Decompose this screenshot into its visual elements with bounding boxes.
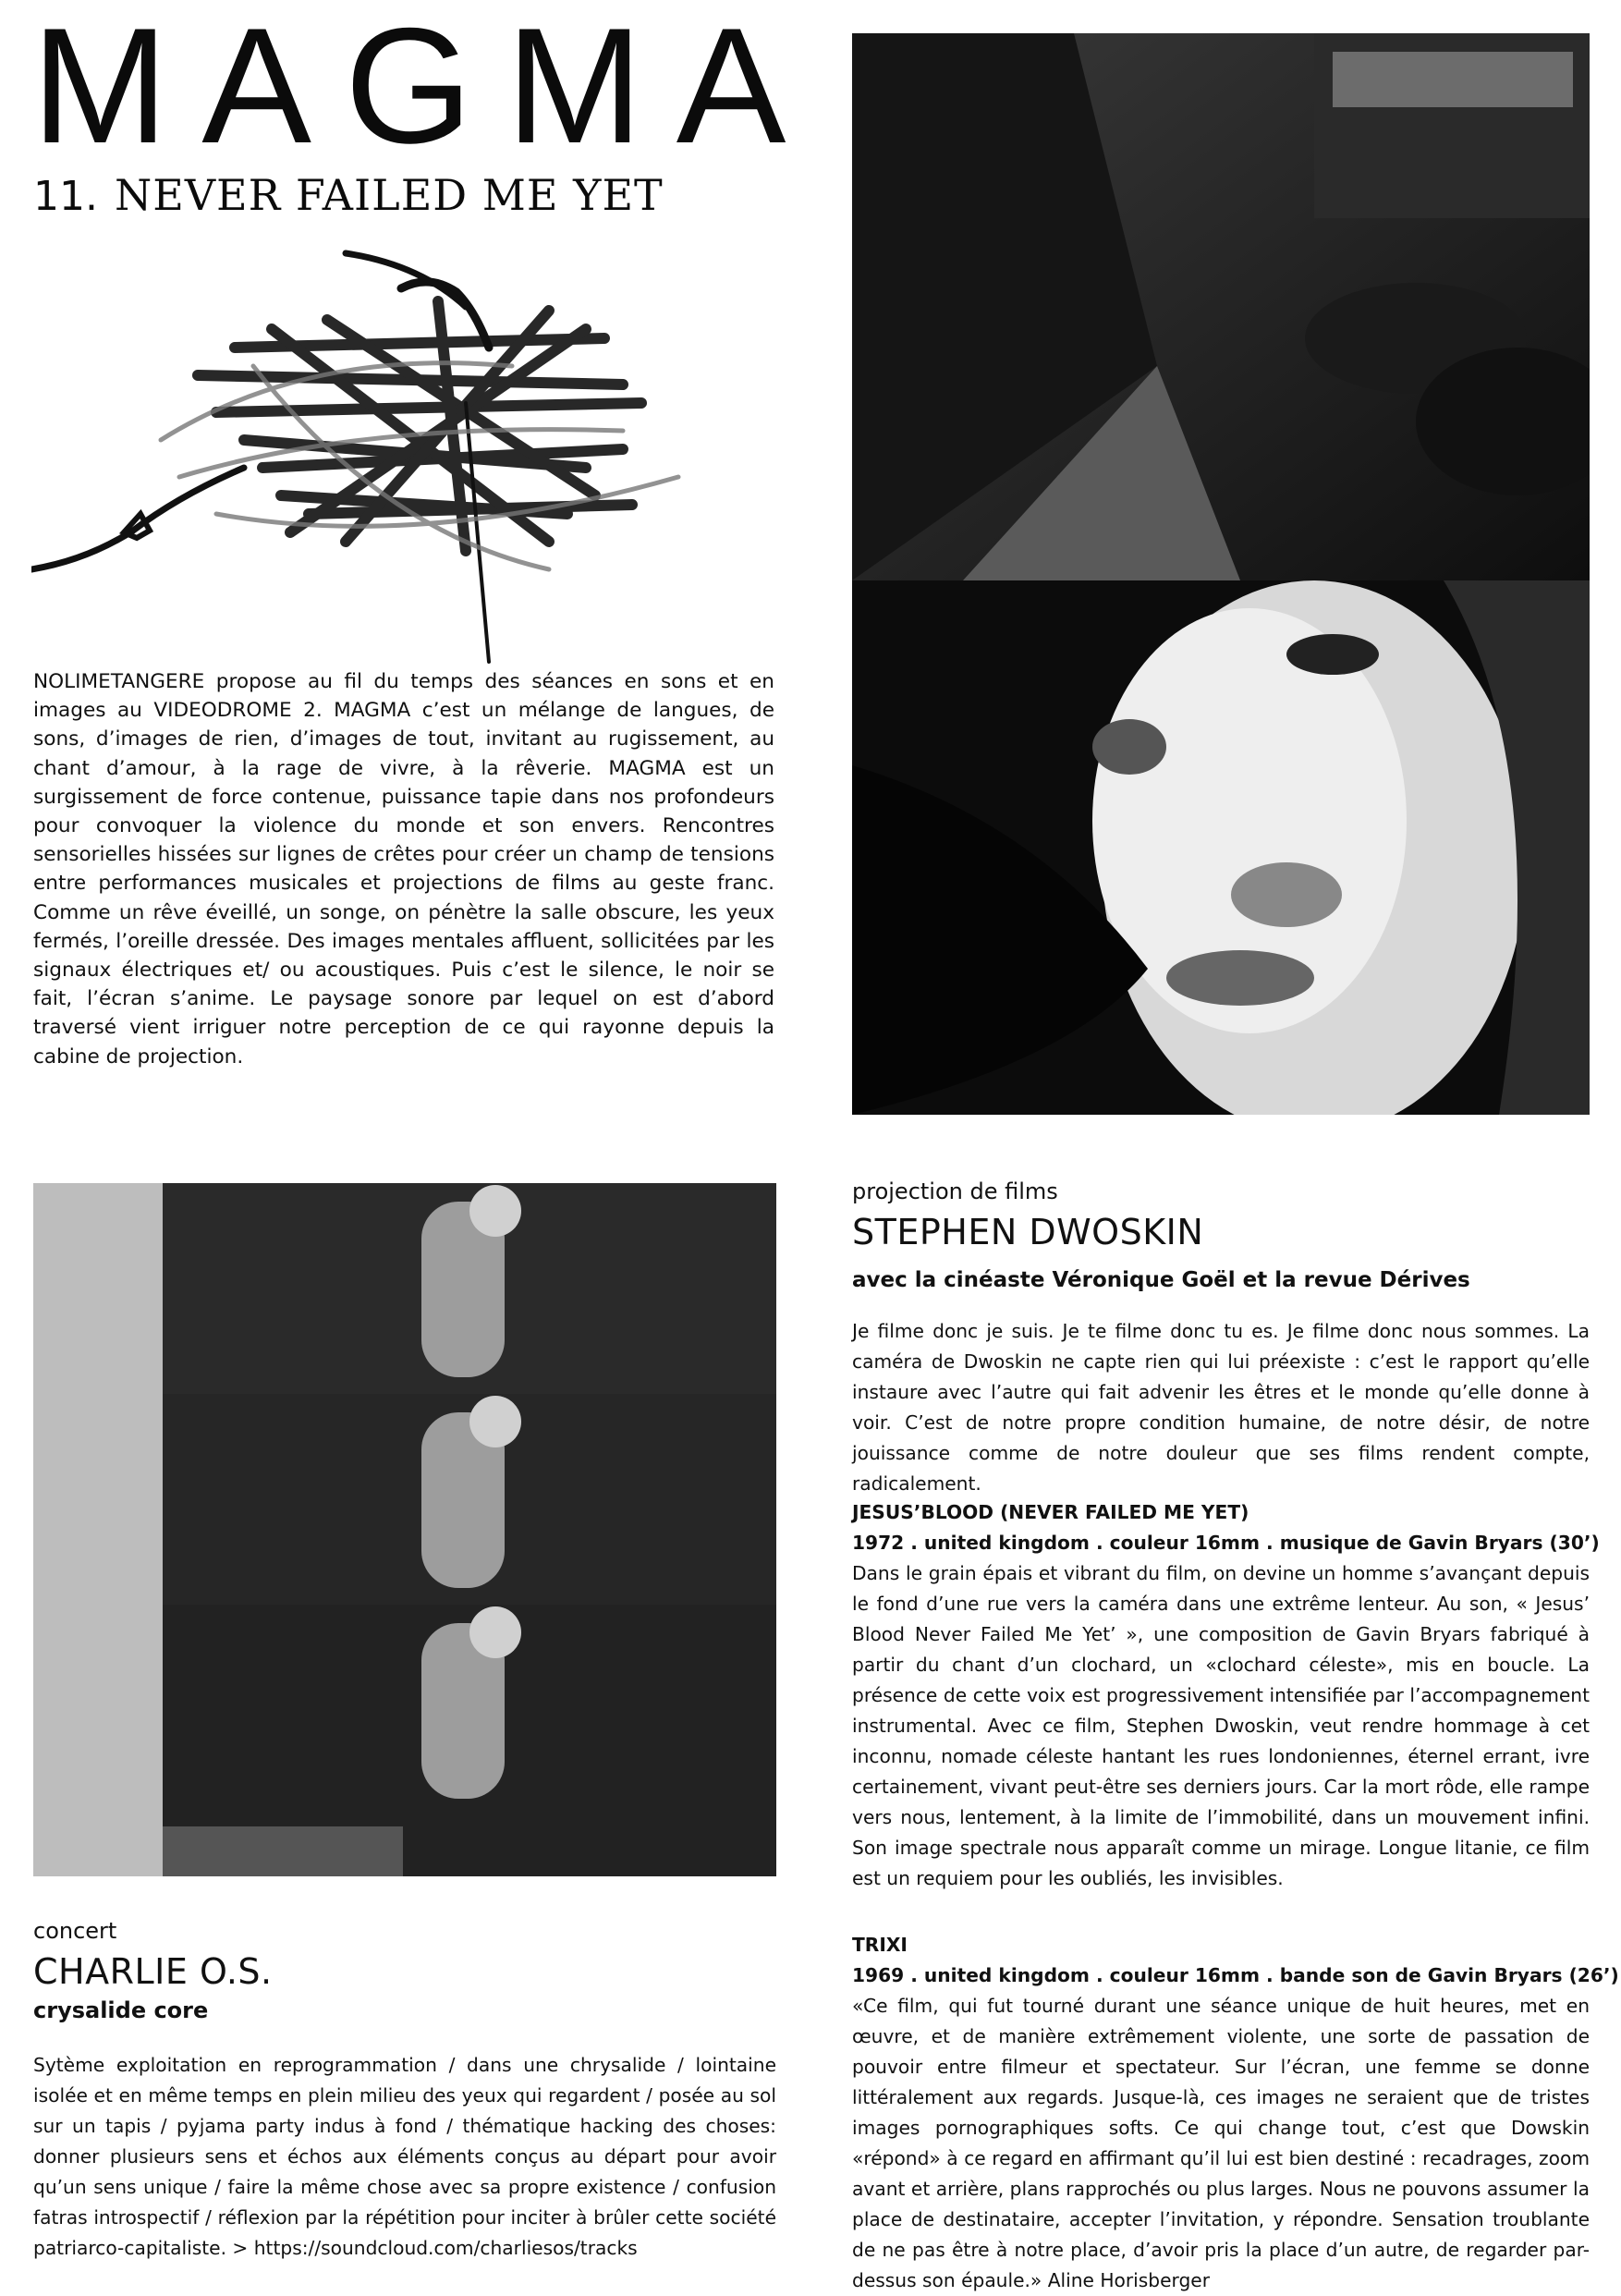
page-subtitle (33, 169, 782, 221)
intro-paragraph: NOLIMETANGERE propose au fil du temps des séances en sons et en images au VIDEODROME 2. MAGMA c’est un mélange de langues, de sons, d’images de rien, d’images de tout, invitant au rugissement, au chant d’amour, à la rage de vivre, à la rêverie. MAGMA est un surgissement de force contenue, puissance tapie dans nos profondeurs pour convoquer la violence du monde et son envers. Rencontres sensorielles hissées sur lignes de crêtes pour créer un champ de tensions entre performances musicales et projections de films au geste franc. Comme un rêve éveillé, un songe, on pénètre la salle obscure, les yeux fermés, l’oreille dressée. Des images mentales affluent, sollicitées par les signaux électriques et/ ou acoustiques. Puis c’est le silence, le noir se fait, l’écran s’anime. Le paysage sonore par lequel on est d’abord traversé vient irriguer notre perception de ce qui rayonne depuis la cabine de projection. (33, 670, 774, 1069)
film-meta: 1969 . united kingdom . couleur 16mm . bande son de Gavin Bryars (26’) (852, 1964, 1619, 1986)
film-title: JESUS’BLOOD (NEVER FAILED ME YET) (852, 1501, 1249, 1523)
film-section-name: STEPHEN DWOSKIN (852, 1212, 1204, 1252)
concert-description: Sytème exploitation en reprogrammation / dans une chrysalide / lointaine isolée et en même temps en plein milieu des yeux qui regardent / posée au sol sur un tapis / pyjama party indus à fond / thématique hacking des choses: donner plusieurs sens et échos aux éléments conçus au départ pour avoir qu’un sens unique / faire la même chose avec sa propre existence / confusion fatras introspectif / réflexion par la répétition pour inciter à brûler cette société patriarco-capitaliste. > https://soundcloud.com/charliesos/tracks (33, 2054, 776, 2259)
film-description: Dans le grain épais et vibrant du film, on devine un homme s’avançant depuis le fond d’une rue vers la caméra dans une extrême lenteur. Au son, « Jesus’ Blood Never Failed Me Yet’ », une composition de Gavin Bryars fabriqué à partir du chant d’un clochard, un «clochard céleste», mis en boucle. La présence de cette voix est progressivement intensifiée par l’accompagnement instrumental. Avec ce film, Stephen Dwoskin, veut rendre hommage à cet inconnu, nomade céleste hantant les rues londoniennes, éternel errant, ivre certainement, vivant peut-être ses derniers jours. Car la mort rôde, elle rampe vers nous, lentement, à la limite de l’immobilité, dans un mouvement infini. Son image spectrale nous apparaît comme un mirage. Longue litanie, ce film est un requiem pour les oubliés, les invisibles. (852, 1562, 1590, 1889)
filmstrip-photo (33, 1183, 776, 1876)
film-section-kicker: projection de films (852, 1179, 1058, 1204)
ink-scribble-artwork (31, 237, 734, 699)
concert-section-kicker: concert (33, 1918, 117, 1944)
film-intro-paragraph: Je filme donc je suis. Je te filme donc tu es. Je filme donc nous sommes. La caméra de Dwoskin ne capte rien qui lui préexiste : c’est le rapport qu’elle instaure avec l’autre qui fait advenir les êtres et le monde qu’elle donne à voir. C’est de notre propre condition humaine, de notre désir, de notre jouissance comme de notre douleur que ses films rendent compte, radicalement. (852, 1320, 1590, 1495)
face-photo (852, 580, 1590, 1115)
page-title: MAGMA (31, 0, 820, 177)
film-description: «Ce film, qui fut tourné durant une séance unique de huit heures, met en œuvre, et de manière extrêmement violente, une sorte de passation de pouvoir entre filmeur et spectateur. Sur l’écran, une femme se donne littéralement aux regards. Jusque-là, ces images ne seraient que de tristes images pornographiques softs. Ce qui change tout, c’est que Dowskin «répond» à ce regard en affirmant qu’il lui est bien destiné : recadrages, zoom avant et arrière, plans rapprochés ou plus larges. Nous ne pouvons assumer la place de destinataire, accepter l’invitation, y répondre. Sensation troublante de ne pas être à notre place, d’avoir pris la place d’un autre, de regarder par-dessus son épaule.» Aline Horisberger (852, 1995, 1590, 2291)
issue-number: 11. (33, 173, 98, 220)
street-photo (852, 33, 1590, 580)
film-meta: 1972 . united kingdom . couleur 16mm . musique de Gavin Bryars (30’) (852, 1532, 1600, 1554)
film-title: TRIXI (852, 1934, 908, 1956)
subtitle-text: NEVER FAILED ME YET (114, 170, 664, 220)
concert-section-name: CHARLIE O.S. (33, 1951, 273, 1992)
film-section-with: avec la cinéaste Véronique Goël et la revue Dérives (852, 1268, 1470, 1292)
concert-section-subtitle: crysalide core (33, 1997, 209, 2023)
